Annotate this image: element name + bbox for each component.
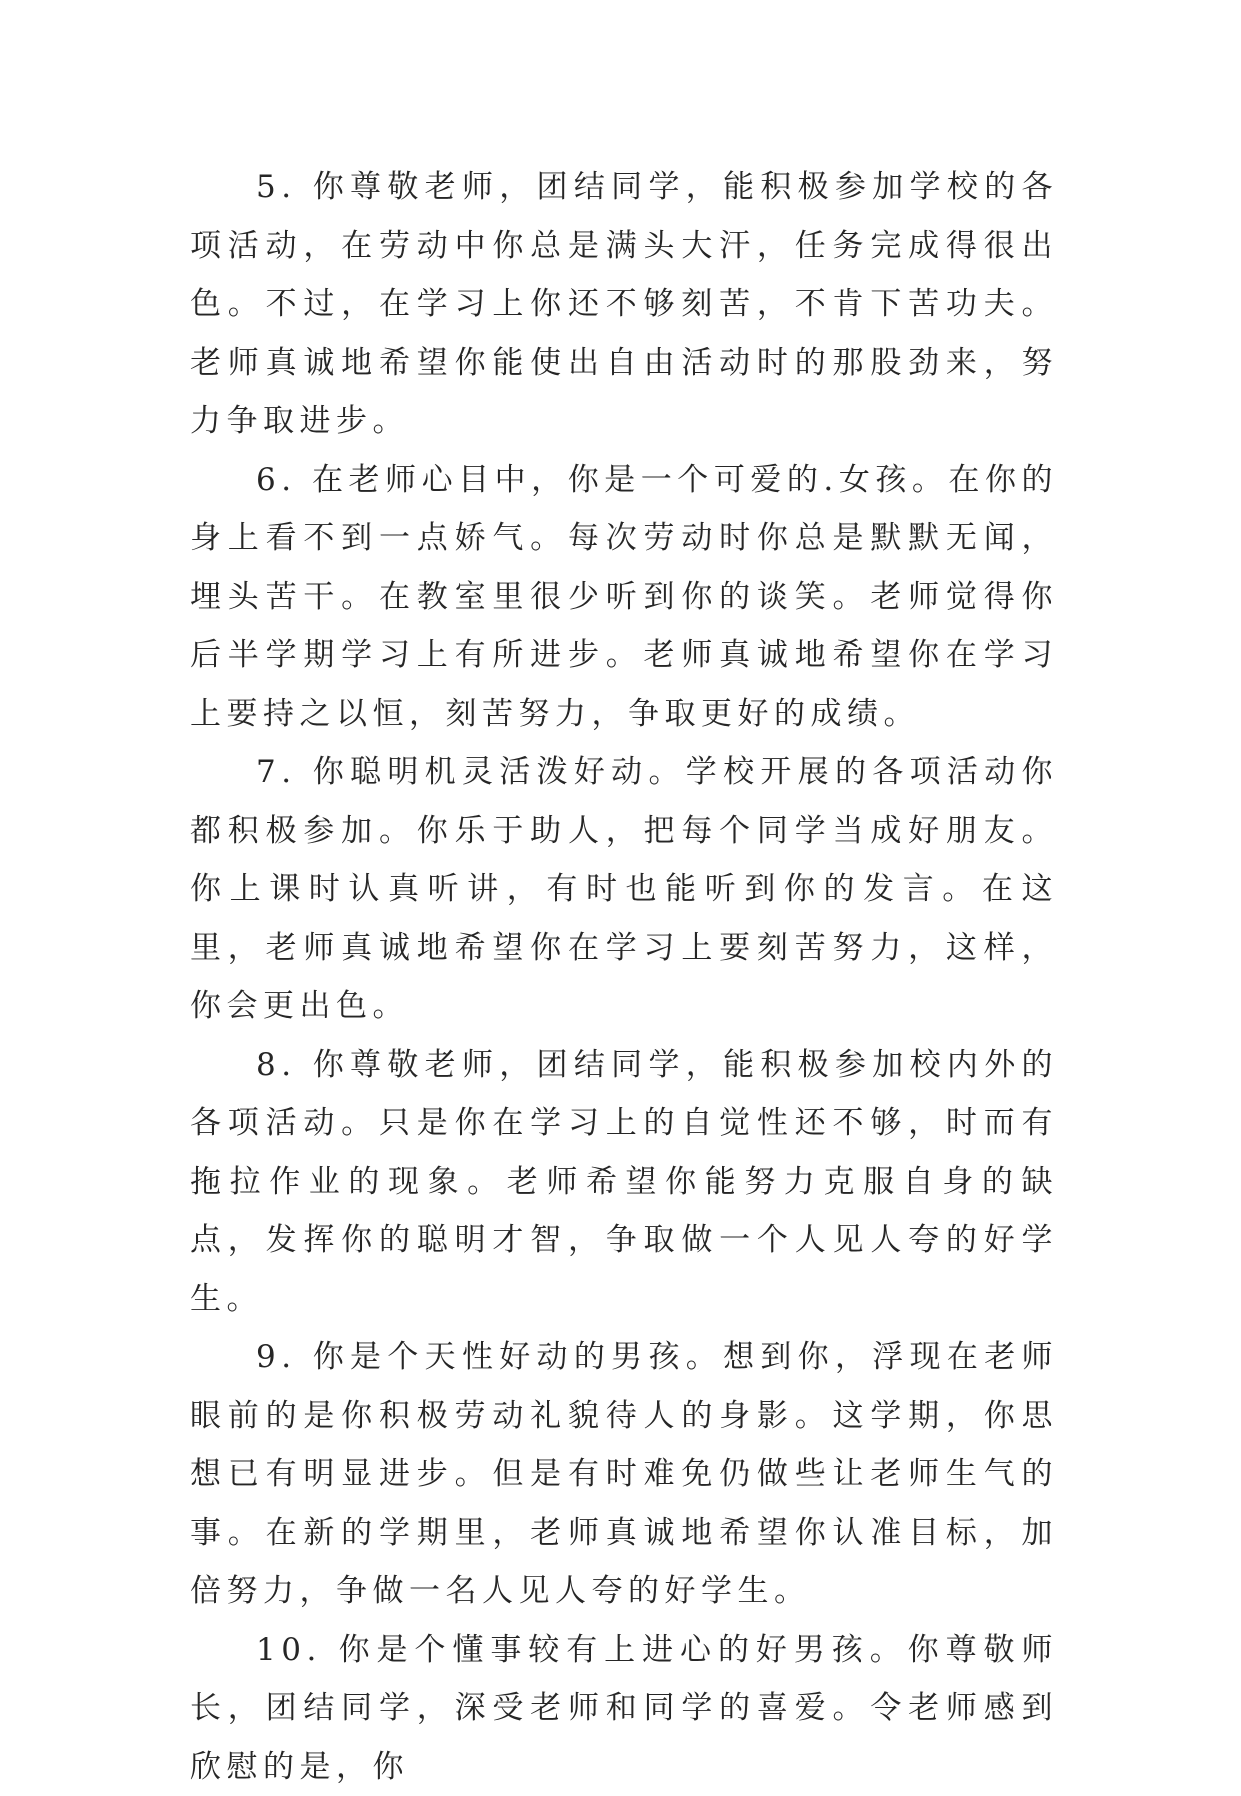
paragraph-8: 8. 你尊敬老师，团结同学，能积极参加校内外的各项活动。只是你在学习上的自觉性还不够，时而有拖拉作业的现象。老师希望你能努力克服自身的缺点，发挥你的聪明才智，争取做一个人见人夸的好学生。 [190,1036,1058,1329]
paragraph-9: 9. 你是个天性好动的男孩。想到你，浮现在老师眼前的是你积极劳动礼貌待人的身影。这学期，你思想已有明显进步。但是有时难免仍做些让老师生气的事。在新的学期里，老师真诚地希望你认准目标，加倍努力，争做一名人见人夸的好学生。 [190,1328,1058,1621]
paragraph-7: 7. 你聪明机灵活泼好动。学校开展的各项活动你都积极参加。你乐于助人，把每个同学当成好朋友。你上课时认真听讲，有时也能听到你的发言。在这里，老师真诚地希望你在学习上要刻苦努力，这样，你会更出色。 [190,743,1058,1036]
paragraph-10: 10. 你是个懂事较有上进心的好男孩。你尊敬师长，团结同学，深受老师和同学的喜爱。令老师感到欣慰的是，你 [190,1621,1058,1796]
document-body [190,158,1058,1796]
paragraph-5: 5. 你尊敬老师，团结同学，能积极参加学校的各项活动，在劳动中你总是满头大汗，任务完成得很出色。不过，在学习上你还不够刻苦，不肯下苦功夫。老师真诚地希望你能使出自由活动时的那股劲来，努力争取进步。 [190,158,1058,451]
paragraph-6: 6. 在老师心目中，你是一个可爱的.女孩。在你的身上看不到一点娇气。每次劳动时你总是默默无闻，埋头苦干。在教室里很少听到你的谈笑。老师觉得你后半学期学习上有所进步。老师真诚地希望你在学习上要持之以恒，刻苦努力，争取更好的成绩。 [190,451,1058,744]
